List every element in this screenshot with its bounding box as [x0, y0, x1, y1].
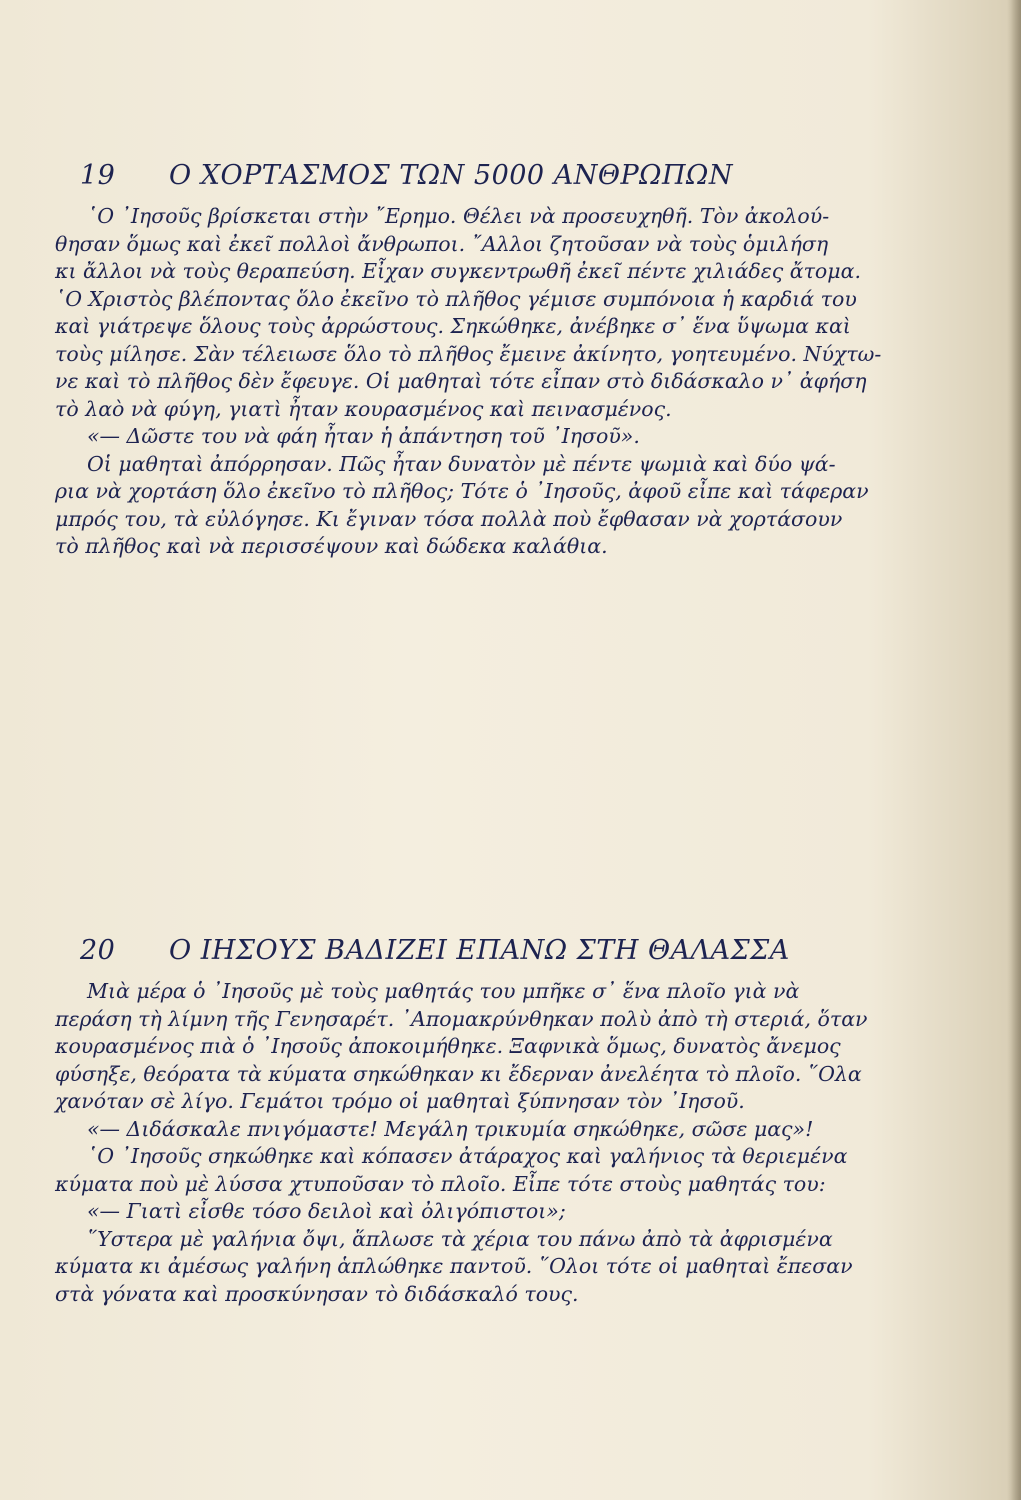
- section-19: [55, 160, 955, 561]
- section-heading: [55, 935, 955, 966]
- page-edge-shadow: [1007, 0, 1021, 1500]
- text-line: στὰ γόνατα καὶ προσκύνησαν τὸ διδάσκαλό τους.: [55, 1281, 579, 1306]
- section-body: [55, 203, 955, 561]
- section-number: 20: [80, 935, 116, 966]
- text-line: μπρός του, τὰ εὐλόγησε. Κι ἔγιναν τόσα πολλὰ ποὺ ἔφθασαν νὰ χορτάσουν: [55, 506, 843, 531]
- text-line: ῞Υστερα μὲ γαλήνια ὄψι, ἅπλωσε τὰ χέρια του πάνω ἀπὸ τὰ ἀφρισμένα: [87, 1226, 833, 1251]
- text-line: Οἱ μαθηταὶ ἀπόρρησαν. Πῶς ἦταν δυνατὸν μὲ πέντε ψωμιὰ καὶ δύο ψά-: [87, 451, 836, 476]
- text-line: ῾Ο ᾿Ιησοῦς βρίσκεται στὴν ῎Ερημο. Θέλει νὰ προσευχηθῆ. Τὸν ἀκολού-: [87, 204, 830, 228]
- text-line: ῾Ο Χριστὸς βλέποντας ὅλο ἐκεῖνο τὸ πλῆθος γέμισε συμπόνοια ἡ καρδιά του: [55, 286, 857, 311]
- text-line: τοὺς μίλησε. Σὰν τέλειωσε ὅλο τὸ πλῆθος ἔμεινε ἀκίνητο, γοητευμένο. Νύχτω-: [55, 341, 882, 366]
- section-heading: [55, 160, 955, 191]
- section-body: [55, 978, 955, 1308]
- section-number: 19: [80, 160, 116, 191]
- text-line: «— Διδάσκαλε πνιγόμαστε! Μεγάλη τρικυμία σηκώθηκε, σῶσε μας»!: [87, 1116, 814, 1141]
- text-line: τὸ πλῆθος καὶ νὰ περισσέψουν καὶ δώδεκα καλάθια.: [55, 534, 608, 558]
- text-line: «— Δῶστε του νὰ φάη ἦταν ἡ ἀπάντηση τοῦ ᾿Ιησοῦ».: [87, 424, 640, 448]
- text-line: κουρασμένος πιὰ ὁ ᾿Ιησοῦς ἀποκοιμήθηκε. Ξαφνικὰ ὅμως, δυνατὸς ἄνεμος: [55, 1034, 841, 1058]
- text-line: κι ἄλλοι νὰ τοὺς θεραπεύση. Εἶχαν συγκεντρωθῆ ἐκεῖ πέντε χιλιάδες ἄτομα.: [55, 259, 861, 283]
- text-line: ρια νὰ χορτάση ὅλο ἐκεῖνο τὸ πλῆθος; Τότε ὁ ᾿Ιησοῦς, ἀφοῦ εἶπε καὶ τάφεραν: [55, 479, 869, 503]
- text-line: καὶ γιάτρεψε ὅλους τοὺς ἀρρώστους. Σηκώθηκε, ἀνέβηκε σ᾿ ἕνα ὕψωμα καὶ: [55, 314, 851, 338]
- section-title: Ο ΙΗΣΟΥΣ ΒΑΔΙΖΕΙ ΕΠΑΝΩ ΣΤΗ ΘΑΛΑΣΣΑ: [169, 935, 790, 966]
- text-line: κύματα ποὺ μὲ λύσσα χτυποῦσαν τὸ πλοῖο. Εἶπε τότε στοὺς μαθητάς του:: [55, 1171, 826, 1196]
- text-line: Μιὰ μέρα ὁ ᾿Ιησοῦς μὲ τοὺς μαθητάς του μπῆκε σ᾿ ἕνα πλοῖο γιὰ νὰ: [87, 979, 800, 1003]
- text-line: θησαν ὅμως καὶ ἐκεῖ πολλοὶ ἄνθρωποι. ῎Αλλοι ζητοῦσαν νὰ τοὺς ὁμιλήση: [55, 231, 829, 256]
- text-line: κύματα κι ἀμέσως γαλήνη ἁπλώθηκε παντοῦ. ῞Ολοι τότε οἱ μαθηταὶ ἔπεσαν: [55, 1254, 853, 1278]
- text-line: ῾Ο ᾿Ιησοῦς σηκώθηκε καὶ κόπασεν ἀτάραχος καὶ γαλήνιος τὰ θεριεμένα: [87, 1144, 848, 1168]
- section-20: [55, 935, 955, 1308]
- text-line: «— Γιατὶ εἶσθε τόσο δειλοὶ καὶ ὀλιγόπιστοι»;: [87, 1199, 566, 1223]
- section-title: Ο ΧΟΡΤΑΣΜΟΣ ΤΩΝ 5000 ΑΝΘΡΩΠΩΝ: [169, 160, 734, 191]
- text-line: τὸ λαὸ νὰ φύγη, γιατὶ ἦταν κουρασμένος καὶ πεινασμένος.: [55, 396, 672, 421]
- text-line: φύσηξε, θεόρατα τὰ κύματα σηκώθηκαν κι ἔδερναν ἀνελέητα τὸ πλοῖο. ῞Ολα: [55, 1061, 862, 1086]
- text-line: νε καὶ τὸ πλῆθος δὲν ἔφευγε. Οἱ μαθηταὶ τότε εἶπαν στὸ διδάσκαλο ν᾿ ἀφήση: [55, 369, 867, 393]
- text-line: περάση τὴ λίμνη τῆς Γενησαρέτ. ᾿Απομακρύνθηκαν πολὺ ἀπὸ τὴ στεριά, ὅταν: [55, 1006, 868, 1031]
- text-line: χανόταν σὲ λίγο. Γεμάτοι τρόμο οἱ μαθηταὶ ξύπνησαν τὸν ᾿Ιησοῦ.: [55, 1089, 745, 1113]
